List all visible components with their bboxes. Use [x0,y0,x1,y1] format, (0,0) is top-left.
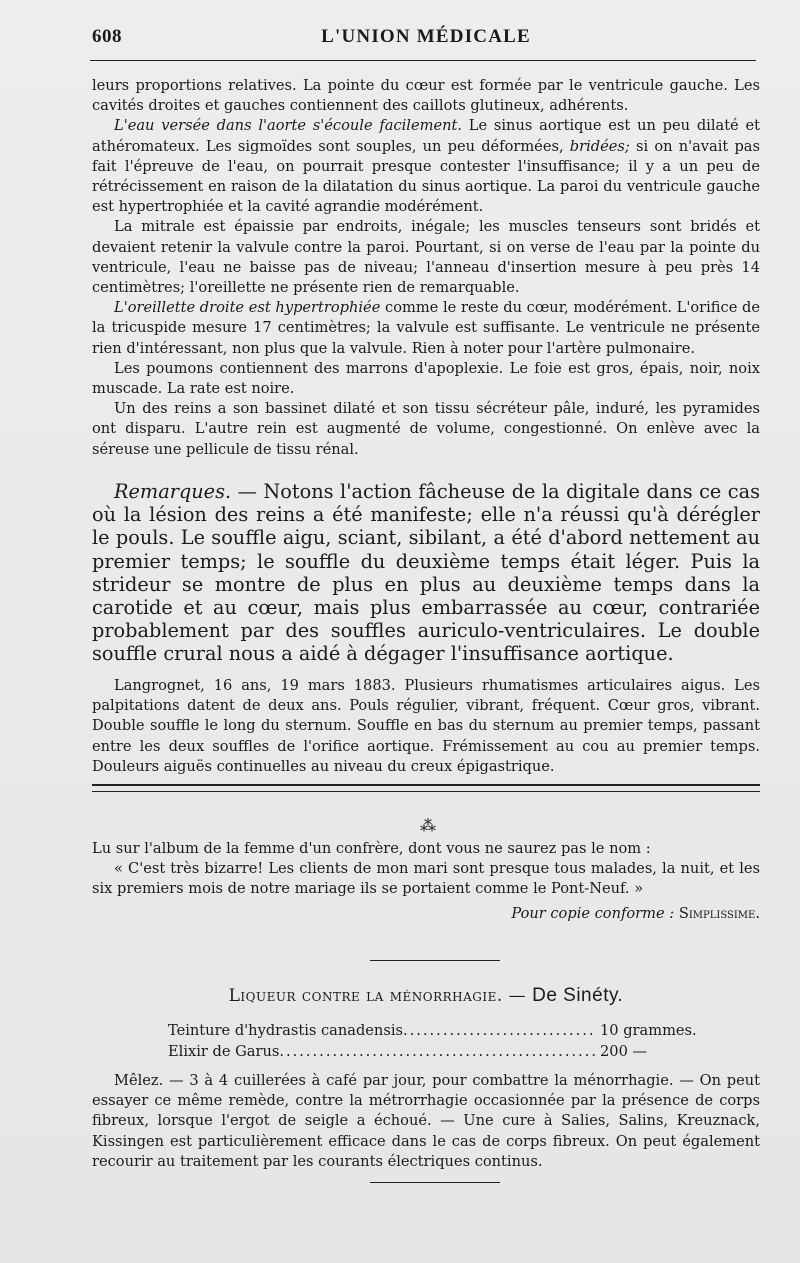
short-divider [370,960,500,961]
asterism: ⁂ [420,816,436,835]
page-header [92,26,760,48]
signature: Pour copie conforme : Simplissime. [511,904,760,922]
remarks-paragraph: Remarques. — Notons l'action fâcheuse de la digitale dans ce cas où la lésion des reins a été manifeste; elle n'a réussi qu'à dérégler le pouls. Le souffle aigu, sciant, sibilant, a été d'abord nettement au premier temps; le souffle du deuxième temps était léger. Puis la strideur se montre de plus en plus au deuxième temps dans la carotide et au cœur, mais plus embarrassée au cœur, contrariée probablement par des souffles auriculo-ventriculaires. Le double souffle crural nous a aidé à dégager l'insuffisance aortique. [92,480,760,666]
anecdote-intro: Lu sur l'album de la femme d'un confrère, dont vous ne saurez pas le nom : [92,840,651,857]
header-rule [90,60,756,61]
recipe-instructions [92,1071,760,1172]
anecdote-section [92,839,760,924]
leader-dots [403,1022,596,1039]
recipe-title: Liqueur contre la ménorrhagie. — De Sinéty. [228,985,624,1006]
ingredient-row: Elixir de Garus ..... 200 — [168,1043,728,1060]
paragraph: Un des reins a son bassinet dilaté et son tissu sécréteur pâle, induré, les pyramides ont disparu. L'autre rein est augmenté de volume, congestionné. On enlève avec la séreuse une pellicule de tissu rénal. [92,400,760,458]
paragraph: La mitrale est épaissie par endroits, inégale; les muscles tenseurs sont bridés et devaient retenir la valvule contre la paroi. Pourtant, si on verse de l'eau par la pointe du ventricule, l'eau ne baisse pas de niveau; l'anneau d'insertion mesure à peu près 14 centimètres; l'oreillette ne présente rien de remarquable. [92,218,760,297]
paragraph: Les poumons contiennent des marrons d'apoplexie. Le foie est gros, épais, noir, noix muscade. La rate est noire. [92,359,760,398]
autopsy-section [92,76,760,460]
paragraph: leurs proportions relatives. La pointe du cœur est formée par le ventricule gauche. Les cavités droites et gauches contiennent des caillots glutineux, adhérents. [92,77,760,115]
remarks-section [92,480,760,666]
paragraph: Mêlez. — 3 à 4 cuillerées à café par jour, pour combattre la ménorrhagie. — On peut essayer ce même remède, contre la métrorrhagie occasionnée par la présence de corps fibreux, lorsque l'ergot de seigle a échoué. — Une cure à Salies, Salins, Kreuznack, Kissingen est particulièrement efficace dans le cas de corps fibreux. On peut également recourir au traitement par les courants électriques continus. [92,1072,760,1170]
page-number: 608 [92,26,122,47]
paragraph: L'oreillette droite est hypertrophiée comme le reste du cœur, modérément. L'orifice de la tricuspide mesure 17 centimètres; la valvule est suffisante. Le ventricule ne présente rien d'intéressant, non plus que la valvule. Rien à noter pour l'artère pulmonaire. [92,299,761,357]
paragraph: Langrognet, 16 ans, 19 mars 1883. Plusieurs rhumatismes articulaires aigus. Les palpitations datent de deux ans. Pouls régulier, vibrant, fréquent. Cœur gros, vibrant. Double souffle le long du sternum. Souffle en bas du sternum au premier temps, passant entre les deux souffles de l'orifice aortique. Frémissement au cou au premier temps. Douleurs aiguës continuelles au niveau du creux épigastrique. [92,677,760,775]
ingredient-row: Teinture d'hydrastis canadensis ..... 10 grammes. [168,1022,728,1039]
journal-title: L'UNION MÉDICALE [321,26,531,47]
case-report [92,676,760,777]
end-divider [370,1182,500,1183]
section-divider [92,784,760,792]
anecdote-quote: « C'est très bizarre! Les clients de mon mari sont presque tous malades, la nuit, et les six premiers mois de notre mariage ils se portaient comme le Pont-Neuf. » [92,860,760,898]
paragraph: L'eau versée dans l'aorte s'écoule facilement. Le sinus aortique est un peu dilaté et athéromateux. Les sigmoïdes sont souples, un peu déformées, bridées; si on n'avait pas fait l'épreuve de l'eau, on pourrait presque contester l'insuffisance; il y a un peu de rétrécissement en raison de la dilatation du sinus aortique. La paroi du ventricule gauche est hypertrophiée et la cavité agrandie modérément. [92,117,760,216]
leader-dots [279,1043,596,1060]
